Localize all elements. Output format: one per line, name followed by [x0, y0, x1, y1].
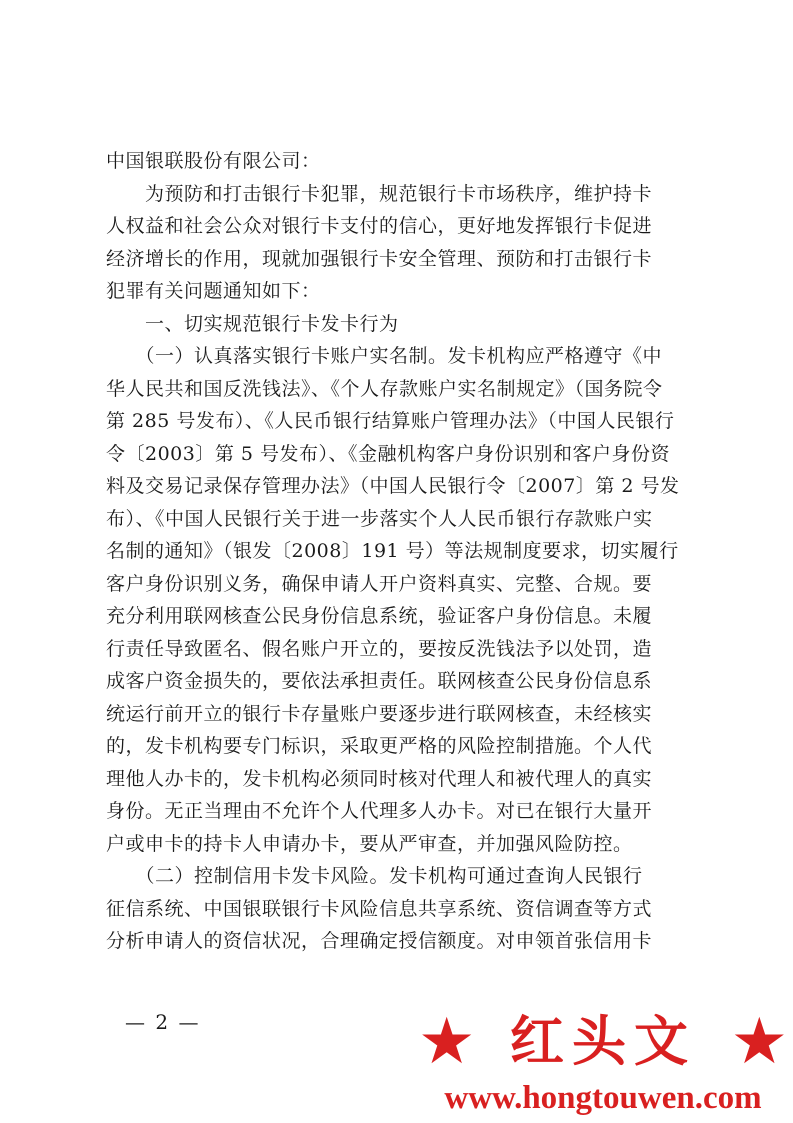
text-line: （一）认真落实银行卡账户实名制。发卡机构应严格遵守《中 [106, 345, 663, 367]
watermark-title: 红头文 [510, 1010, 696, 1073]
text-line: 犯罪有关问题通知如下： [106, 280, 321, 302]
text-line: 行责任导致匿名、假名账户开立的，要按反洗钱法予以处罚，造 [106, 637, 653, 660]
text-line: 经济增长的作用，现就加强银行卡安全管理、预防和打击银行卡 [106, 247, 653, 270]
watermark [418, 1005, 788, 1120]
star-icon: ★ [730, 1005, 788, 1079]
text-line: 中国银联股份有限公司： [106, 150, 321, 172]
watermark-title-row [418, 1005, 788, 1079]
text-line: 令〔2003〕第 5 号发布）、《金融机构客户身份识别和客户身份资 [106, 442, 671, 465]
text-line: 华人民共和国反洗钱法》、《个人存款账户实名制规定》（国务院令 [106, 377, 663, 400]
text-line: 为预防和打击银行卡犯罪，规范银行卡市场秩序，维护持卡 [106, 182, 653, 205]
star-icon: ★ [418, 1005, 476, 1079]
text-line: 身份。无正当理由不允许个人代理多人办卡。对已在银行大量开 [106, 800, 653, 822]
text-line: 分析申请人的资信状况，合理确定授信额度。对申领首张信用卡 [106, 930, 653, 952]
text-line: 统运行前开立的银行卡存量账户要逐步进行联网核查，未经核实 [106, 702, 653, 725]
text-line: 理他人办卡的，发卡机构必须同时核对代理人和被代理人的真实 [106, 767, 653, 790]
text-line: 客户身份识别义务，确保申请人开户资料真实、完整、合规。要 [106, 572, 653, 595]
text-line: 布）、《中国人民银行关于进一步落实个人人民币银行存款账户实 [106, 507, 653, 530]
text-line: 人权益和社会公众对银行卡支付的信心，更好地发挥银行卡促进 [106, 215, 653, 237]
text-line: 成客户资金损失的，要依法承担责任。联网核查公民身份信息系 [106, 670, 653, 692]
watermark-url: www.hongtouwen.com [444, 1080, 762, 1116]
text-line: 充分利用联网核查公民身份信息系统，验证客户身份信息。未履 [106, 605, 653, 627]
text-line: 第 285 号发布）、《人民币银行结算账户管理办法》（中国人民银行 [106, 410, 675, 432]
text-line: 料及交易记录保存管理办法》（中国人民银行令〔2007〕第 2 号发 [106, 475, 680, 497]
text-line: 名制的通知》（银发〔2008〕191 号）等法规制度要求，切实履行 [106, 540, 679, 562]
document-body [106, 145, 690, 958]
text-line: 征信系统、中国银联银行卡风险信息共享系统、资信调查等方式 [106, 897, 653, 920]
page-number: — 2 — [125, 1010, 201, 1034]
text-line: 的，发卡机构要专门标识，采取更严格的风险控制措施。个人代 [106, 735, 653, 757]
text-line: （二）控制信用卡发卡风险。发卡机构可通过查询人民银行 [106, 865, 643, 887]
text-line: 一、切实规范银行卡发卡行为 [106, 312, 399, 335]
text-line: 户或申卡的持卡人申请办卡，要从严审查，并加强风险防控。 [106, 832, 633, 855]
